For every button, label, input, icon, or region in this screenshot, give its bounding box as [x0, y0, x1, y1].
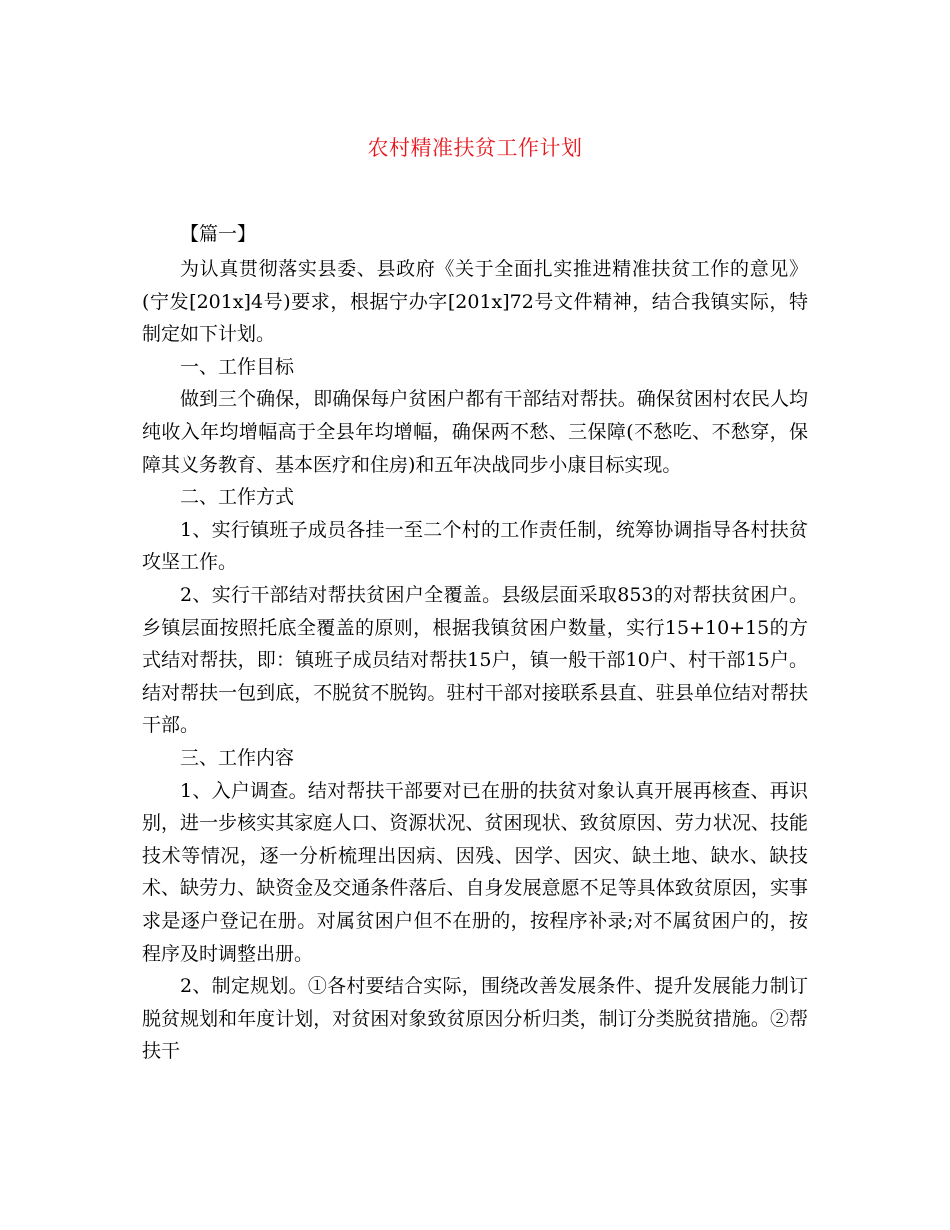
methods-paragraph-1: 1、实行镇班子成员各挂一至二个村的工作责任制，统筹协调指导各村扶贫攻坚工作。 — [142, 518, 808, 574]
section-tag: 【篇一】 — [180, 223, 257, 245]
document-body — [142, 218, 808, 1068]
intro-paragraph: 为认真贯彻落实县委、县政府《关于全面扎实推进精准扶贫工作的意见》(宁发[201x]4号)要求，根据宁办字[201x]72号文件精神，结合我镇实际，特制定如下计划。 — [142, 258, 808, 346]
section-heading-goals: 一、工作目标 — [180, 355, 295, 378]
document-title: 农村精准扶贫工作计划 — [367, 136, 583, 160]
methods-paragraph-2: 2、实行干部结对帮扶贫困户全覆盖。县级层面采取853的对帮扶贫困户。乡镇层面按照托底全覆盖的原则，根据我镇贫困户数量，实行15+10+15的方式结对帮扶，即：镇班子成员结对帮扶15户，镇一般干部10户、村干部15户。结对帮扶一包到底，不脱贫不脱钩。驻村干部对接联系县直、驻县单位结对帮扶干部。 — [142, 584, 808, 737]
content-paragraph-1: 1、入户调查。结对帮扶干部要对已在册的扶贫对象认真开展再核查、再识别，进一步核实其家庭人口、资源状况、贫困现状、致贫原因、劳力状况、技能技术等情况，逐一分析梳理出因病、因残、因学、因灾、缺土地、缺水、缺技术、缺劳力、缺资金及交通条件落后、自身发展意愿不足等具体致贫原因，实事求是逐户登记在册。对属贫困户但不在册的，按程序补录;对不属贫困户的，按程序及时调整出册。 — [142, 779, 808, 965]
goals-paragraph: 做到三个确保，即确保每户贫困户都有干部结对帮扶。确保贫困村农民人均纯收入年均增幅高于全县年均增幅，确保两不愁、三保障(不愁吃、不愁穿，保障其义务教育、基本医疗和住房)和五年决战同步小康目标实现。 — [142, 388, 808, 476]
section-heading-methods: 二、工作方式 — [180, 486, 295, 509]
section-heading-content: 三、工作内容 — [180, 747, 295, 769]
content-paragraph-2: 2、制定规划。①各村要结合实际，围绕改善发展条件、提升发展能力制订脱贫规划和年度计划，对贫困对象致贫原因分析归类，制订分类脱贫措施。②帮扶干 — [142, 975, 808, 1063]
